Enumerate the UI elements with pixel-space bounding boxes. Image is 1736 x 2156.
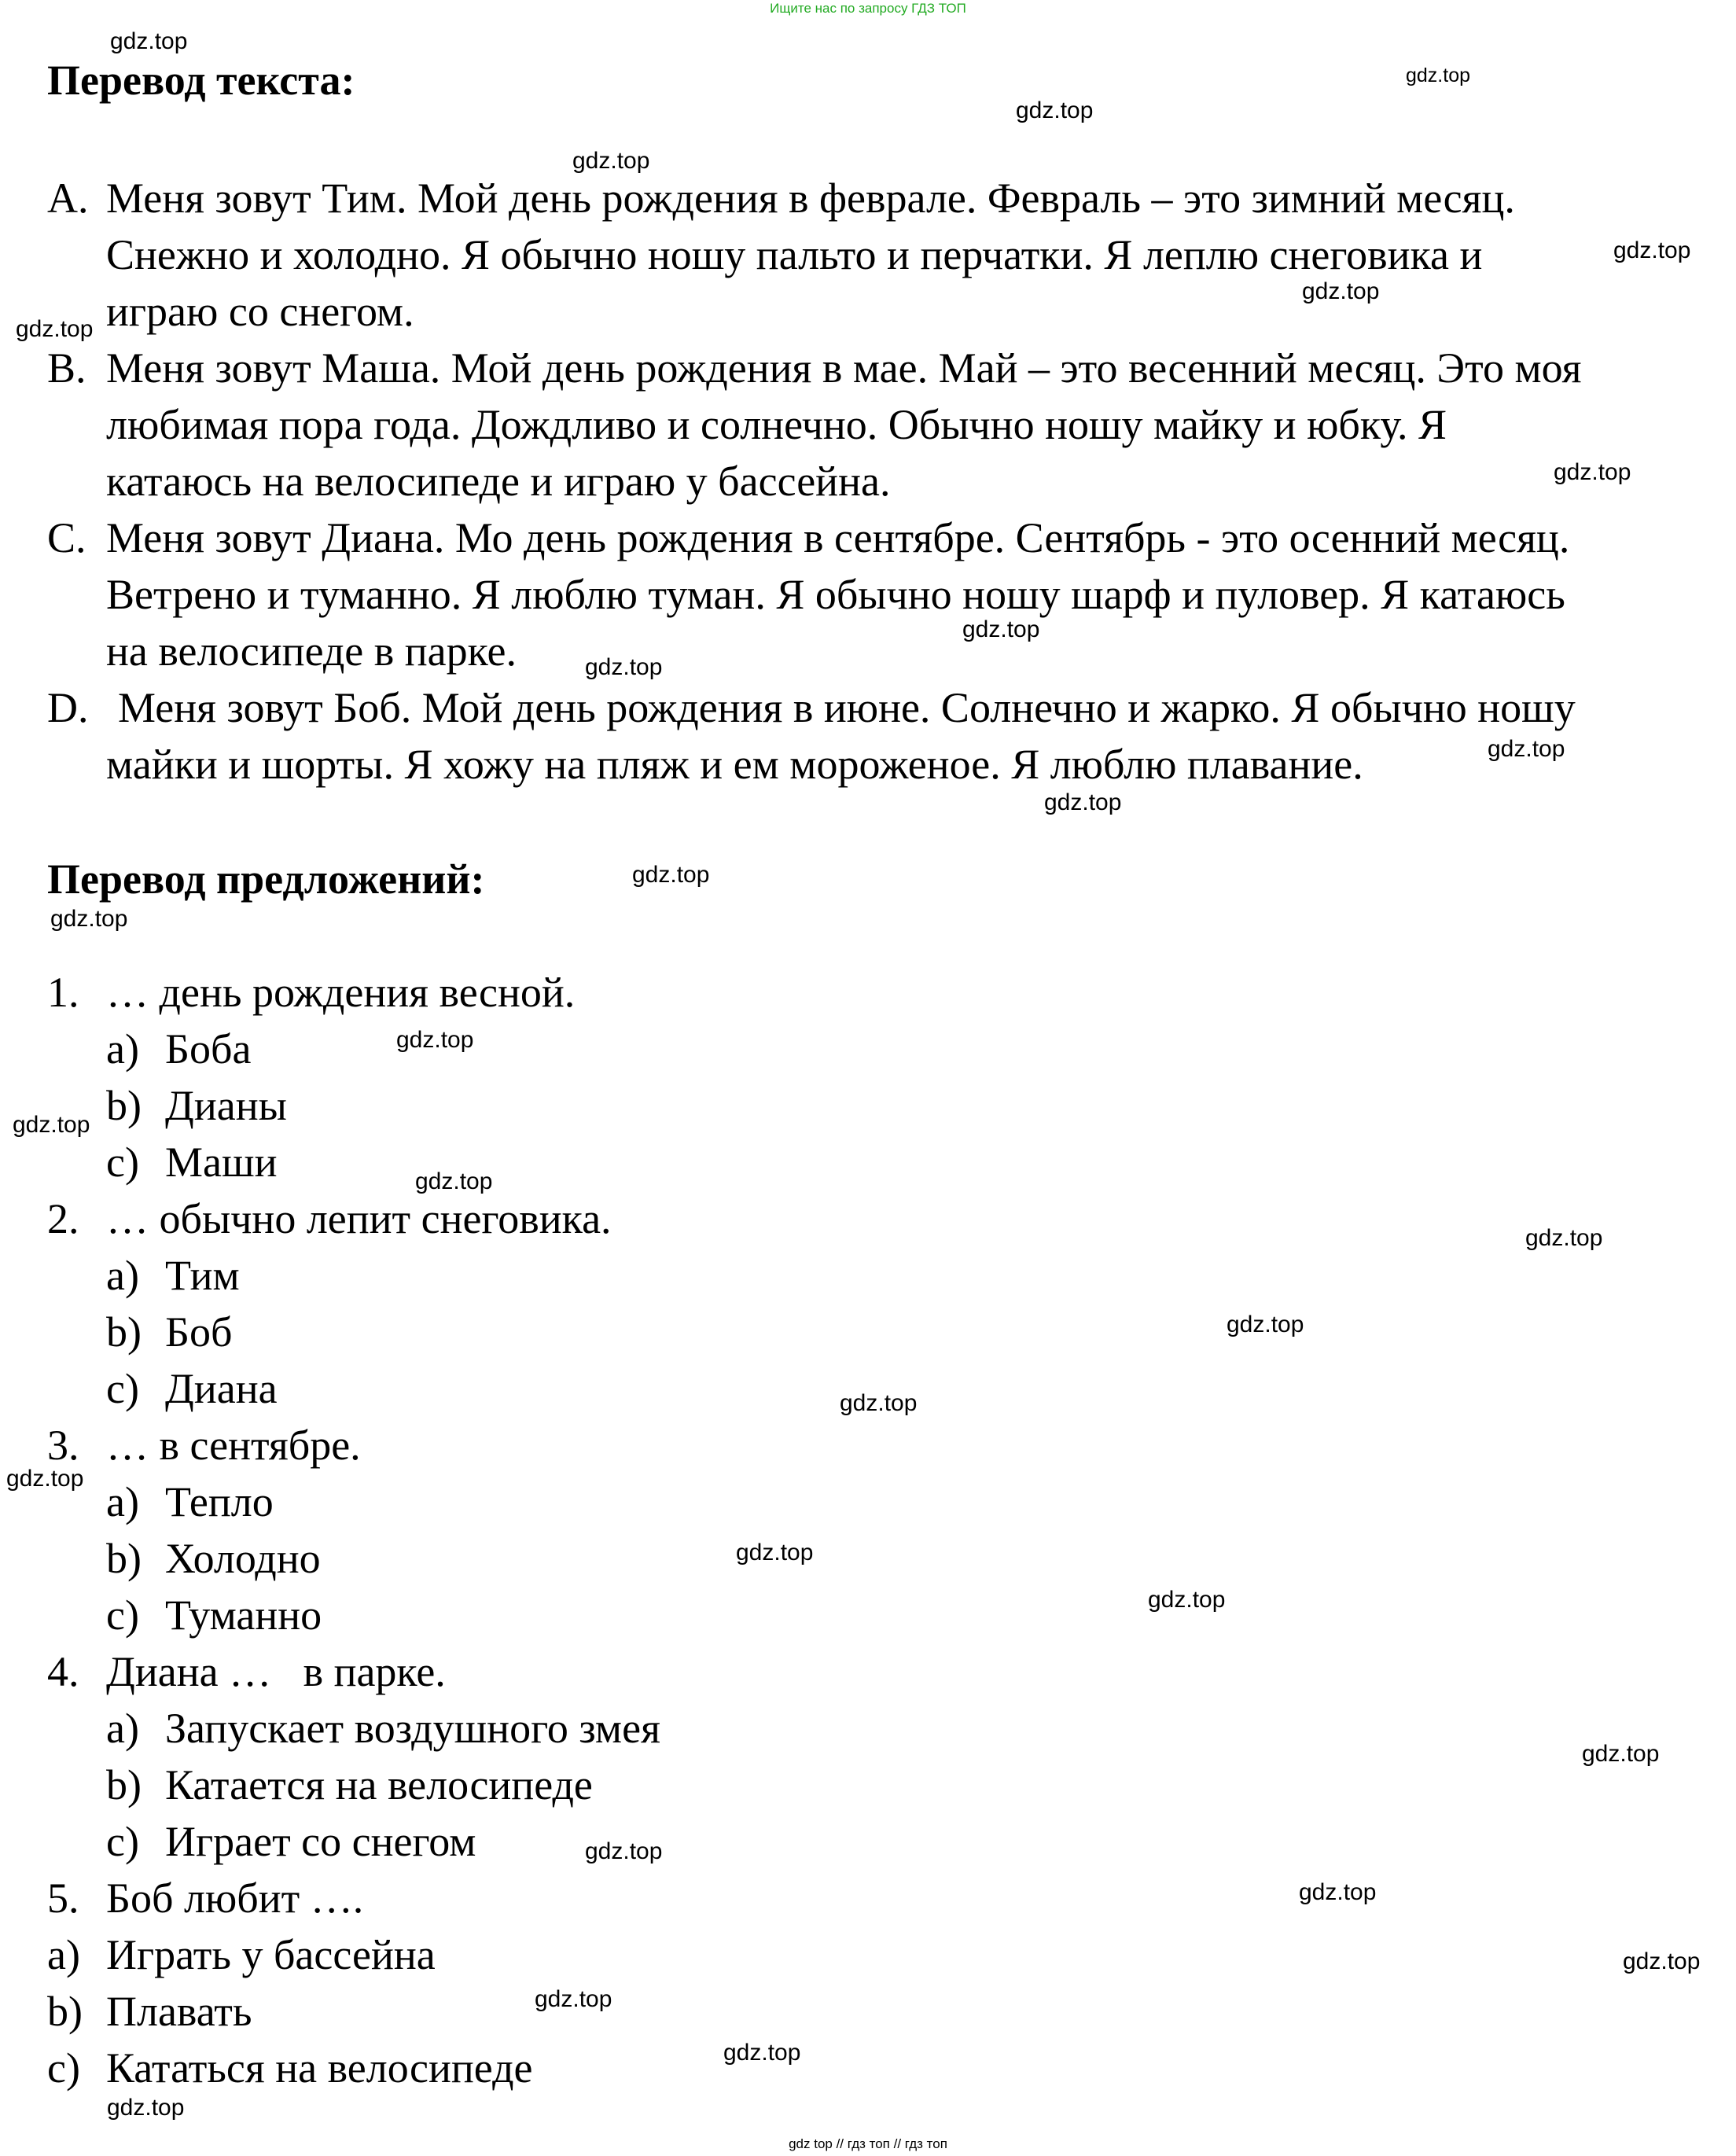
watermark: gdz.top: [1582, 1741, 1660, 1767]
watermark: gdz.top: [1623, 1948, 1701, 1974]
watermark: gdz.top: [1016, 97, 1094, 123]
watermark: gdz.top: [6, 1466, 84, 1492]
question-4-option-b: Катается на велосипеде: [165, 1761, 593, 1808]
question-4-number: 4.: [47, 1648, 79, 1695]
paragraph-a-line-3: играю со снегом.: [106, 288, 414, 335]
watermark: gdz.top: [110, 28, 188, 54]
question-2-number: 2.: [47, 1195, 79, 1242]
question-2-option-c: Диана: [165, 1365, 278, 1412]
watermark: gdz.top: [107, 2095, 185, 2121]
watermark: gdz.top: [16, 316, 94, 342]
paragraph-d-line-2: майки и шорты. Я хожу на пляж и ем мороженое. Я люблю плавание.: [106, 741, 1363, 788]
question-1-option-b-marker: b): [106, 1082, 142, 1129]
paragraph-a-line-1: Меня зовут Тим. Мой день рождения в феврале. Февраль – это зимний месяц.: [106, 175, 1515, 222]
question-4-option-b-marker: b): [106, 1761, 142, 1808]
paragraph-a-line-2: Снежно и холодно. Я обычно ношу пальто и перчатки. Я леплю снеговика и: [106, 231, 1483, 278]
question-3-option-a-marker: a): [106, 1478, 139, 1525]
watermark: gdz.top: [1044, 789, 1122, 815]
watermark: gdz.top: [535, 1986, 612, 2012]
watermark: gdz.top: [585, 1838, 663, 1864]
question-1-option-c-marker: c): [106, 1139, 139, 1186]
watermark: gdz.top: [1302, 278, 1380, 304]
question-3-text: … в сентябре.: [106, 1422, 361, 1469]
question-5-option-c: Кататься на велосипеде: [106, 2044, 533, 2092]
question-1-option-a: Боба: [165, 1025, 252, 1072]
paragraph-c-line-2: Ветрено и туманно. Я люблю туман. Я обычно ношу шарф и пуловер. Я катаюсь: [106, 571, 1565, 618]
watermark: gdz.top: [1488, 736, 1565, 762]
watermark: gdz.top: [1525, 1225, 1603, 1251]
watermark: gdz.top: [1613, 237, 1691, 263]
question-1-number: 1.: [47, 969, 79, 1016]
watermark: gdz.top: [1554, 459, 1631, 485]
paragraph-d-line-1: Меня зовут Боб. Мой день рождения в июне. Солнечно и жарко. Я обычно ношу: [118, 684, 1576, 731]
question-3-option-b: Холодно: [165, 1535, 321, 1582]
question-1-text: … день рождения весной.: [106, 969, 576, 1016]
question-5-option-b-marker: b): [47, 1988, 83, 2035]
question-5-text: Боб любит ….: [106, 1875, 364, 1922]
watermark: gdz.top: [1148, 1587, 1226, 1613]
question-2-option-b: Боб: [165, 1308, 233, 1356]
bottom-banner: gdz top // гдз топ // гдз топ: [789, 2136, 947, 2151]
watermark: gdz.top: [585, 654, 663, 680]
question-5-option-c-marker: c): [47, 2044, 80, 2092]
question-3-option-b-marker: b): [106, 1535, 142, 1582]
question-3-option-a: Тепло: [165, 1478, 274, 1525]
question-5-number: 5.: [47, 1875, 79, 1922]
top-banner: Ищите нас по запросу ГДЗ ТОП: [770, 1, 966, 16]
watermark: gdz.top: [1227, 1312, 1304, 1337]
watermark: gdz.top: [736, 1540, 814, 1565]
watermark: gdz.top: [13, 1112, 90, 1138]
question-4-option-a: Запускает воздушного змея: [165, 1705, 660, 1752]
watermark: gdz.top: [840, 1390, 918, 1416]
paragraph-marker-a: A.: [47, 175, 89, 222]
watermark: gdz.top: [572, 148, 650, 174]
watermark: gdz.top: [415, 1168, 493, 1194]
question-4-option-a-marker: a): [106, 1705, 139, 1752]
paragraph-c-line-3: на велосипеде в парке.: [106, 627, 517, 675]
question-3-number: 3.: [47, 1422, 79, 1469]
question-1-option-b: Дианы: [165, 1082, 287, 1129]
paragraph-b-line-2: любимая пора года. Дождливо и солнечно. Обычно ношу майку и юбку. Я: [106, 401, 1447, 448]
watermark: gdz.top: [1299, 1879, 1377, 1905]
question-4-text: Диана … в парке.: [106, 1648, 446, 1695]
section-heading-text-translation: Перевод текста:: [47, 57, 355, 104]
question-2-option-c-marker: c): [106, 1365, 139, 1412]
paragraph-marker-c: C.: [47, 514, 86, 561]
section-heading-sentences-translation: Перевод предложений:: [47, 855, 485, 903]
watermark: gdz.top: [632, 862, 710, 888]
watermark: gdz.top: [1406, 64, 1471, 86]
question-2-option-a-marker: a): [106, 1252, 139, 1299]
paragraph-b-line-3: катаюсь на велосипеде и играю у бассейна.: [106, 458, 891, 505]
question-5-option-a-marker: a): [47, 1931, 80, 1978]
question-4-option-c-marker: c): [106, 1818, 139, 1865]
watermark: gdz.top: [396, 1027, 474, 1053]
watermark: gdz.top: [50, 906, 128, 932]
question-5-option-a: Играть у бассейна: [106, 1931, 436, 1978]
question-2-option-a: Тим: [165, 1252, 240, 1299]
paragraph-b-line-1: Меня зовут Маша. Мой день рождения в мае. Май – это весенний месяц. Это моя: [106, 344, 1582, 392]
question-2-option-b-marker: b): [106, 1308, 142, 1356]
question-2-text: … обычно лепит снеговика.: [106, 1195, 612, 1242]
question-4-option-c: Играет со снегом: [165, 1818, 476, 1865]
question-3-option-c: Туманно: [165, 1591, 322, 1639]
watermark: gdz.top: [723, 2040, 801, 2066]
question-1-option-c: Маши: [165, 1139, 278, 1186]
question-3-option-c-marker: c): [106, 1591, 139, 1639]
watermark: gdz.top: [962, 616, 1040, 642]
question-1-option-a-marker: a): [106, 1025, 139, 1072]
paragraph-marker-b: B.: [47, 344, 86, 392]
paragraph-c-line-1: Меня зовут Диана. Мо день рождения в сентябре. Сентябрь - это осенний месяц.: [106, 514, 1570, 561]
paragraph-marker-d: D.: [47, 684, 89, 731]
question-5-option-b: Плавать: [106, 1988, 252, 2035]
